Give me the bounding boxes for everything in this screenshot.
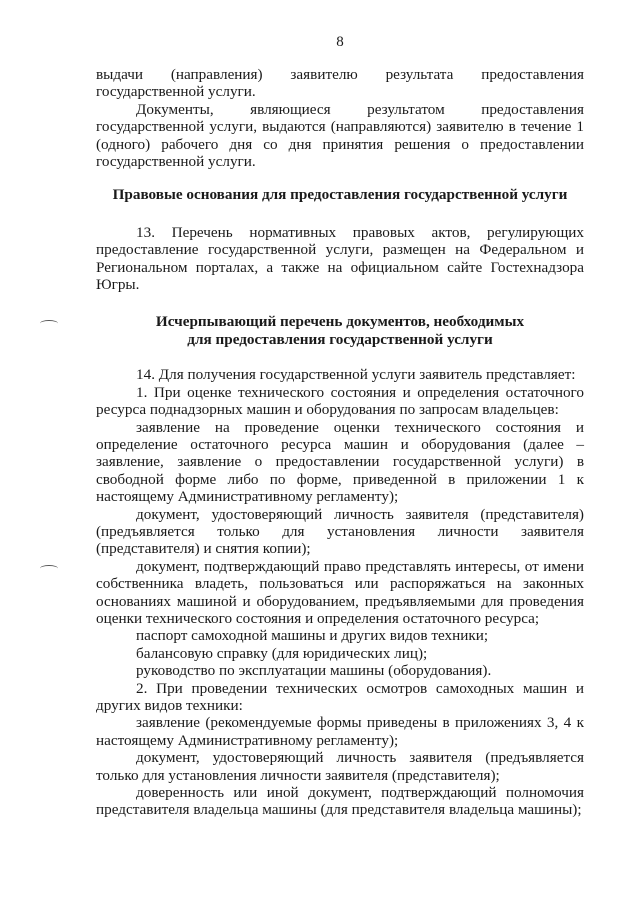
paragraph-item-1: 1. При оценке технического состояния и определения остаточного ресурса поднадзорных машин и оборудования по запросам владельцев: (96, 383, 584, 419)
paragraph-14-intro: 14. Для получения государственной услуги заявитель представляет: (136, 366, 576, 384)
paragraph-documents-issued: Документы, являющиеся результатом предоставления государственной услуги, выдаются (направляются) заявителю в течение 1 (одного) рабочего дня со дня принятия решения о предоставлении государственной услуги. (96, 100, 584, 171)
paragraph-item-2: 2. При проведении технических осмотров самоходных машин и других видов техники: (96, 679, 584, 714)
paragraph-operation-manual: руководство по эксплуатации машины (оборудования). (136, 662, 492, 680)
paragraph-result-delivery: выдачи (направления) заявителю результата предоставления государственной услуги. (96, 66, 584, 101)
section-heading-documents-list-line2: для предоставления государственной услуги (187, 330, 493, 348)
page-number: 8 (336, 34, 344, 50)
section-heading-legal-basis: Правовые основания для предоставления государственной услуги (112, 186, 568, 204)
paragraph-identity-document-2: документ, удостоверяющий личность заявителя (предъявляется только для установления личности заявителя (представителя); (96, 749, 584, 784)
section-heading-documents-list-line1: Исчерпывающий перечень документов, необходимых (155, 313, 525, 331)
paragraph-balance-statement: балансовую справку (для юридических лиц); (136, 644, 428, 662)
paragraph-authority-document: документ, подтверждающий право представлять интересы, от имени собственника владеть, пользоваться или распоряжаться на законных основаниях машиной и оборудованием, предъявляемыми для проведения оценки технического состояния и определения остаточного ресурса; (96, 557, 584, 627)
margin-mark-bottom (40, 565, 58, 572)
document-body (96, 66, 584, 819)
paragraph-power-of-attorney: доверенность или иной документ, подтверждающий полномочия представителя владельца машины (для представителя владельца машины); (96, 784, 584, 819)
paragraph-13-legal-acts: 13. Перечень нормативных правовых актов, регулирующих предоставление государственной услуги, размещен на Федеральном и Региональном порталах, а также на официальном сайте Гостехнадзора Югры. (96, 223, 584, 294)
margin-mark-top (40, 320, 58, 327)
paragraph-application: заявление на проведение оценки технического состояния и определение остаточного ресурса машин и оборудования (далее – заявление, заявление о предоставлении государственной услуги) в свободной форме либо по форме, приведенной в приложении 1 к настоящему Административному регламенту); (96, 418, 584, 506)
paragraph-machine-passport: паспорт самоходной машины и других видов техники; (136, 627, 489, 645)
paragraph-identity-document: документ, удостоверяющий личность заявителя (представителя) (предъявляется только для установления личности заявителя (представителя) и снятия копии); (96, 505, 584, 558)
paragraph-application-forms: заявление (рекомендуемые формы приведены в приложениях 3, 4 к настоящему Административному регламенту); (96, 714, 584, 749)
